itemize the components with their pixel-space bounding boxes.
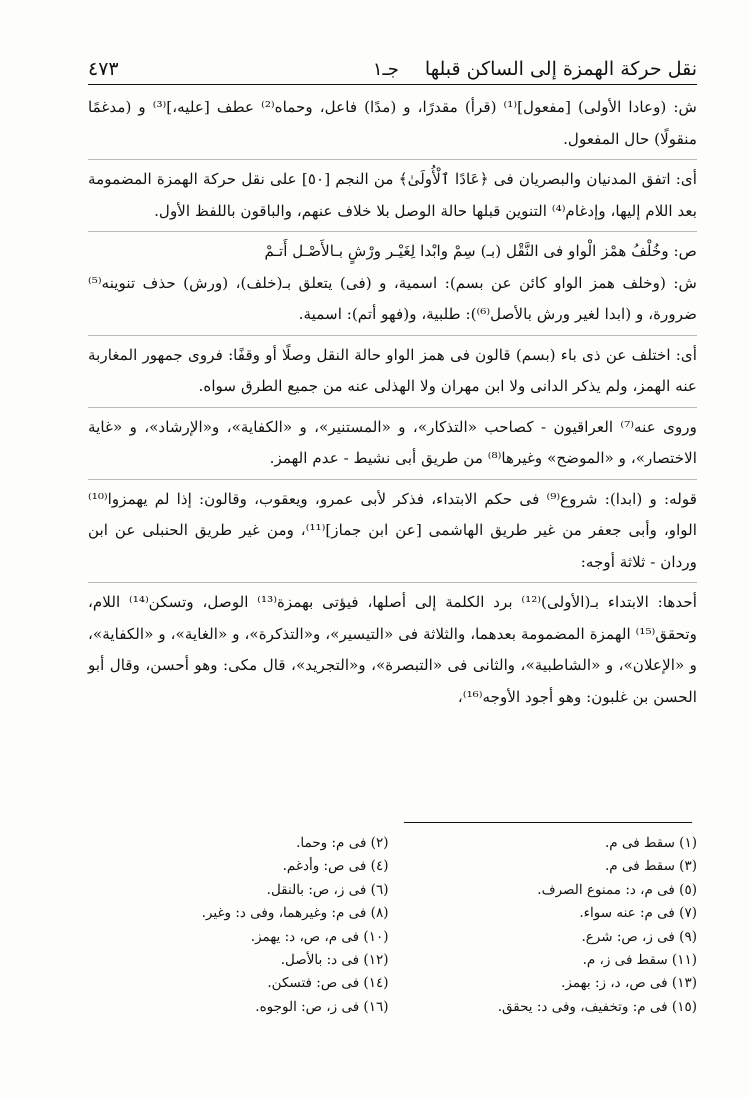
paragraph-divider	[88, 335, 697, 336]
footnote: (٢) فى م: وحما.	[296, 835, 389, 851]
footnote: (١٢) فى د: بالأصل.	[280, 952, 389, 969]
paragraph: أحدها: الابتداء بـ(الأولى)⁽¹²⁾ برد الكلمة إلى أصلها، فيؤتى بهمزة⁽¹³⁾ الوصل، وتسكن⁽¹⁴⁾ اللام، وتحقق⁽¹⁵⁾ الهمزة المضمومة بعدهما، والثلاثة فى «التيسير»، و«التذكرة»، و «الغاية»، و «الكفاية»، و «الإعلان»، و «الشاطبية»، والثانى فى «التبصرة»، و«التجريد»، قال مكى: وهو أحسن، وقال أبو الحسن بن غلبون: وهو أجود الأوجه⁽¹⁶⁾،	[88, 593, 697, 706]
paragraph: وروى عنه⁽⁷⁾ العراقيون - كصاحب «التذكار»، و «المستنير»، و «الكفاية»، و«الإرشاد»، و «غاية الاختصار»، و «الموضح» وغيرها⁽⁸⁾ من طريق أبى نشيط - عدم الهمز.	[88, 417, 697, 467]
verse-line: ص: وخُلْفُ همْز الْواو فى النَّقْل (بـ) سِمْ وابْدا لِغَيْـر ورْشٍ بـالأَصْـل أَتـمْ	[264, 242, 697, 260]
footnote: (٦) فى ز، ص: بالنقل.	[266, 881, 389, 898]
paragraph-divider	[88, 231, 697, 232]
footnote-rule	[404, 822, 692, 823]
paragraph: أى: اتفق المدنيان والبصريان فى ﴿عَادًا ٱلْأُولَىٰ﴾ من النجم [٥٠] على نقل حركة الهمزة المضمومة بعد اللام إليها، وإدغام⁽⁴⁾ التنوين قبلها حالة الوصل بلا خلاف عنهم، والباقون باللفظ الأول.	[88, 170, 698, 220]
footnote: (٣) سقط فى م.	[605, 858, 697, 875]
footnote: (٧) فى م: عنه سواء.	[579, 905, 697, 922]
footnote: (١) سقط فى م.	[605, 835, 697, 851]
paragraph-divider	[88, 159, 697, 160]
paragraph-divider	[88, 582, 697, 583]
header-title: نقل حركة الهمزة إلى الساكن قبلها	[424, 58, 697, 80]
footnote: (١٣) فى ص، د، ز: بهمز.	[561, 975, 697, 992]
footnote: (١٦) فى ز، ص: الوجوه.	[255, 998, 389, 1015]
paragraph-divider	[88, 479, 697, 480]
footnotes-right-column	[397, 832, 698, 1019]
paragraph: أى: اختلف عن ذى باء (بسم) قالون فى همز الواو حالة النقل وصلًا أو وقفًا: فروى جمهور المغاربة عنه الهمز، ولم يذكر الدانى ولا ابن مهران ولا الهذلى عنه من جميع الطرق سواه.	[88, 345, 697, 395]
main-text	[88, 92, 697, 713]
paragraph: ش: (وخلف همز الواو كائن عن بسم): اسمية، و (فى) يتعلق بـ(خلف)، (ورش) حذف تنوينه⁽⁵⁾ ضرورة، و (ابدا لغير ورش بالأصل⁽⁶⁾): طلبية، و(فهو أتم): اسمية.	[88, 273, 697, 323]
footnote: (١٥) فى م: وتخفيف، وفى د: يحقق.	[497, 998, 697, 1015]
footnote: (١٤) فى ص: فتسكن.	[267, 975, 389, 992]
paragraph: قوله: و (ابدا): شروع⁽⁹⁾ فى حكم الابتداء، فذكر لأبى عمرو، ويعقوب، وقالون: إذا لم يهمزوا⁽¹⁰⁾ الواو، وأبى جعفر من غير طريق الهاشمى [عن ابن جماز]⁽¹¹⁾، ومن غير طريق الحنبلى عن ابن وردان - ثلاثة أوجه:	[88, 489, 697, 571]
footnotes	[88, 832, 697, 1019]
paragraph: ش: (وعادا الأولى) [مفعول]⁽¹⁾ (قرأ) مقدرًا، و (مدًا) فاعل، وحماه⁽²⁾ عطف [عليه،]⁽³⁾ و (مدغمًا منقولًا) حال المفعول.	[88, 98, 697, 148]
footnote: (١٠) فى م، ص، د: يهمز.	[250, 928, 389, 945]
paragraph-divider	[88, 407, 697, 408]
footnotes-left-column	[88, 832, 389, 1019]
footnote: (٥) فى م، د: ممنوع الصرف.	[537, 881, 697, 898]
footnote: (٨) فى م: وغيرهما، وفى د: وغير.	[201, 905, 389, 922]
footnote: (٩) فى ز، ص: شرع.	[581, 928, 697, 945]
page-number: ٤٧٣	[88, 58, 119, 80]
header-volume: جـ١	[372, 59, 399, 80]
running-header	[88, 46, 697, 85]
footnote: (١١) سقط فى ز، م.	[582, 952, 697, 969]
footnote: (٤) فى ص: وأدغم.	[282, 858, 389, 875]
